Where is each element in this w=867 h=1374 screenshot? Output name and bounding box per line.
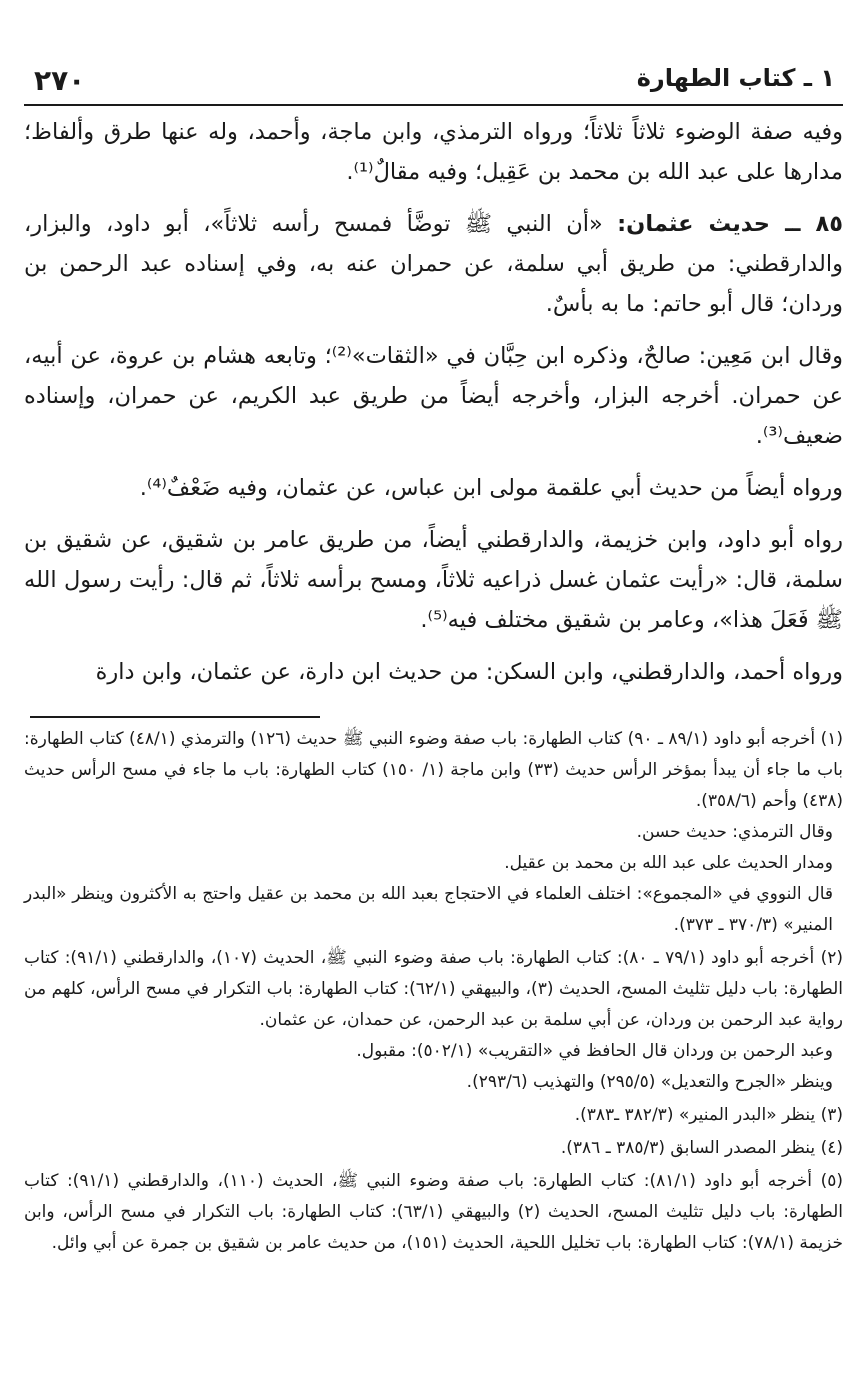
paragraph-text: «أن النبي ﷺ توضَّأ فمسح رأسه ثلاثاً»، أبو داود، والبزار، والدارقطني: من طريق أبي سلمة، عن حمران عنه به، وفي إسناده عبد الرحمن بن وردان؛ قال أبو حاتم: ما به بأسٌ. [24, 211, 843, 317]
book-page [24, 0, 843, 1374]
footnote-text: (١) أخرجه أبو داود (٨٩/١ ـ ٩٠) كتاب الطهارة: باب صفة وضوء النبي ﷺ حديث (١٢٦) والترمذي (٤٨/١) كتاب الطهارة: باب ما جاء أن يبدأ بمؤخر الرأس حديث (٣٣) وابن ماجة (١/ ١٥٠) كتاب الطهارة: باب ما جاء في مسح الرأس حديث (٤٣٨) وأحم (٣٥٨/٦). [24, 729, 843, 811]
paragraph: ورواه أيضاً من حديث أبي علقمة مولى ابن عباس، عن عثمان، وفيه ضَعْفٌ⁽⁴⁾. [139, 475, 843, 501]
footnote-1 [24, 724, 843, 941]
paragraph: ورواه أحمد، والدارقطني، وابن السكن: من حديث ابن دارة، عن عثمان، وابن دارة [95, 659, 843, 685]
footnote-text: (٣) ينظر «البدر المنير» (٣٨٢/٣ ـ٣٨٣). [574, 1105, 843, 1125]
hadith-heading: ٨٥ ــ حديث عثمان: [617, 211, 843, 237]
footnote-text: (٥) أخرجه أبو داود (٨١/١): كتاب الطهارة: باب صفة وضوء النبي ﷺ، الحديث (١١٠)، والدارقطني (٩١/١): كتاب الطهارة: باب دليل تثليث المسح، الحديث (٢) والبيهقي (٦٣/١): كتاب الطهارة: باب التكرار في مسح الرأس، وابن خزيمة (٧٨/١): كتاب الطهارة: باب تخليل اللحية، الحديث (١٥١)، من حديث عامر بن شقيق بن جمرة عن أبي وائل. [24, 1171, 843, 1253]
footnote-separator [30, 716, 320, 718]
footnotes [24, 724, 843, 1261]
paragraph-hadith-85 [24, 204, 843, 324]
footnote-text: وينظر «الجرح والتعديل» (٢٩٥/٥) والتهذيب (٢٩٣/٦). [466, 1072, 833, 1092]
footnote-text: (٢) أخرجه أبو داود (٧٩/١ ـ ٨٠): كتاب الطهارة: باب صفة وضوء النبي ﷺ، الحديث (١٠٧)، والدارقطني (٩١/١): كتاب الطهارة: باب دليل تثليث المسح، الحديث (٣)، والبيهقي (٦٢/١): كتاب الطهارة: باب التكرار في مسح الرأس، كلهم من رواية عبد الرحمن بن وردان، عن أبي سلمة بن عبد الرحمن، عن حمدان، عن عثمان. [24, 948, 843, 1030]
footnote-text: وعبد الرحمن بن وردان قال الحافظ في «التقريب» (٥٠٢/١): مقبول. [356, 1041, 833, 1061]
paragraph: وفيه صفة الوضوء ثلاثاً ثلاثاً؛ ورواه الترمذي، وابن ماجة، وأحمد، وله عنها طرق وألفاظ؛ مدارها على عبد الله بن محمد بن عَقِيل؛ وفيه مقالٌ⁽¹⁾. [24, 119, 843, 185]
paragraph: رواه أبو داود، وابن خزيمة، والدارقطني أيضاً، من طريق عامر بن شقيق، عن شقيق بن سلمة، قال: «رأيت عثمان غسل ذراعيه ثلاثاً، ومسح برأسه ثلاثاً، ثم قال: رأيت رسول الله ﷺ فَعَلَ هذا»، وعامر بن شقيق مختلف فيه⁽⁵⁾. [24, 527, 843, 633]
paragraph: وقال ابن مَعِين: صالحٌ، وذكره ابن حِبَّان في «الثقات»⁽²⁾؛ وتابعه هشام بن عروة، عن أبيه، عن حمران. أخرجه البزار، وأخرجه أيضاً من طريق عبد الكريم، عن حمران، وإسناده ضعيف⁽³⁾. [24, 343, 843, 449]
footnote-text: قال النووي في «المجموع»: اختلف العلماء في الاحتجاج بعبد الله بن محمد بن عقيل واحتج به الأكثرون وينظر «البدر المنير» (٣٧٠/٣ ـ ٣٧٣). [24, 884, 833, 935]
page-number: ٢٧٠ [34, 64, 86, 97]
main-text [24, 112, 843, 704]
footnote-text: وقال الترمذي: حديث حسن. [636, 822, 833, 842]
footnote-5 [24, 1166, 843, 1259]
footnote-text: (٤) ينظر المصدر السابق (٣٨٥/٣ ـ ٣٨٦). [560, 1138, 843, 1158]
footnote-2 [24, 943, 843, 1098]
footnote-3 [24, 1100, 843, 1131]
footnote-4 [24, 1133, 843, 1164]
page-header [24, 58, 843, 106]
footnote-text: ومدار الحديث على عبد الله بن محمد بن عقيل. [504, 853, 833, 873]
running-title: ١ ـ كتاب الطهارة [636, 64, 835, 92]
